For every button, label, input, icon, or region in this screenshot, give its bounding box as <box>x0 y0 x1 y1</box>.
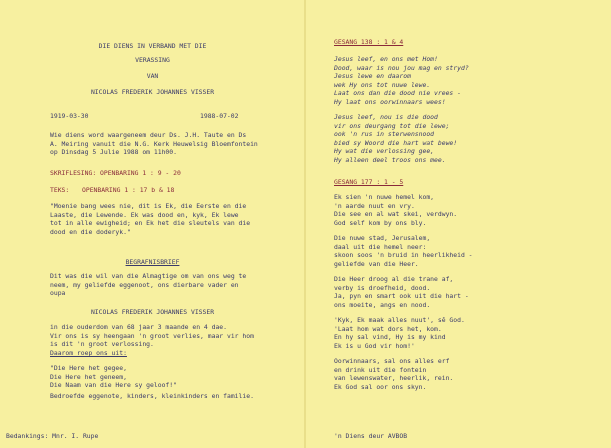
hymn-line: Die nuwe stad, Jerusalem, <box>334 234 431 242</box>
job-quote <box>50 364 177 390</box>
hymn-line: geliefde van die Heer. <box>334 259 419 268</box>
hymn-line: Hy laat ons oorwinnaars wees! <box>334 97 446 106</box>
hymn-line: Jesus leef, en ons met Hom! <box>334 55 438 63</box>
hymn-line: Oorwinnaars, sal ons alles erf <box>334 357 450 365</box>
hymn-line: Hy alleen deel troos ons mee. <box>334 155 446 164</box>
hymn-line: Dood, waar is nou jou mag en stryd? <box>334 63 469 72</box>
burial-paragraph <box>50 272 246 298</box>
burial-line: Dit was die wil van die Almagtige om van ons weg te <box>50 272 247 280</box>
hymn-line: Ja, pyn en smart ook uit die hart - <box>334 292 469 301</box>
title-line-1: DIE DIENS IN VERBAND MET DIE <box>98 42 207 50</box>
hymn-line: van lewenswater, heerlik, rein. <box>334 374 454 383</box>
title-line-2: VERASSING <box>135 56 170 64</box>
burial-line: oupa <box>50 289 66 298</box>
quote-line: Laaste, die Lewende. Ek was dood en, kyk, Ek lewe <box>50 210 239 219</box>
right-page <box>306 0 611 448</box>
hymn-line: verby is droefheid, dood. <box>334 283 431 292</box>
family-line: Bedroefde eggenote, kinders, kleinkinders en familie. <box>50 392 254 400</box>
hymn-line: Die see en al wat skei, verdwyn. <box>334 210 458 219</box>
hymn-line: En hy sal vind, Hy is my kind <box>334 333 446 342</box>
hymn-line: Ek God sal oor ons skyn. <box>334 382 427 391</box>
hymn2-verse1 <box>334 193 457 227</box>
text-reference: OPENBARING 1 : 17 b & 18 <box>82 186 175 194</box>
name-line: NICOLAS FREDERIK JOHANNES VISSER <box>90 308 215 316</box>
hymn-line: Laat ons dan die dood nie vrees - <box>334 89 461 98</box>
hymn-line: 'Laat hom wat dors het, kom. <box>334 324 442 333</box>
hymn-line: God self kom by ons bly. <box>334 218 427 227</box>
hymn-line: Ek is u God vir hom!' <box>334 341 415 350</box>
burial-line: neem, my geliefde eggenoot, ons dierbare vader en <box>50 280 239 289</box>
left-page <box>0 0 305 448</box>
intro-line: Wie diens word waargeneem deur Ds. J.H. Taute en Ds <box>50 131 247 139</box>
job-line: Die Here het geneem, <box>50 372 127 381</box>
hymn-line: Jesus leef, nou is die dood <box>334 113 438 121</box>
quote-line: "Moenie bang wees nie, dit is Ek, die Eerste en die <box>50 202 247 210</box>
hymn-line: Ek sien 'n nuwe hemel kom, <box>334 193 435 201</box>
right-footer: 'n Diens deur AVBOB <box>334 432 408 440</box>
hymn2-verse2 <box>334 234 473 268</box>
left-footer: Bedankings: Mnr. I. Rupe <box>6 432 99 440</box>
hymn-line: Hy wat die verlossing gee, <box>334 147 435 156</box>
text-quote <box>50 202 250 236</box>
hymn-line: Die Heer droog al die trane af, <box>334 275 454 283</box>
job-line: "Die Here het gegee, <box>50 364 127 372</box>
job-line: Die Naam van die Here sy geloof!" <box>50 381 177 390</box>
hymn-line: wek Hy ons tot nuwe lewe. <box>334 80 431 89</box>
deceased-name: NICOLAS FREDERIK JOHANNES VISSER <box>90 88 215 96</box>
hymn-line: en drink uit die fontein <box>334 365 427 374</box>
hymn-line: daal uit die hemel neer: <box>334 242 427 251</box>
hymn-line: 'n aarde nuut en vry. <box>334 201 415 210</box>
birth-date: 1919-03-30 <box>50 112 89 120</box>
intro-line: A. Meiring vanuit die N.G. Kerk Heuwelsig Bloemfontein <box>50 139 258 148</box>
hymn-line: bied sy Woord die hart wat bewe! <box>334 138 458 147</box>
therefore-line: Daarom roep ons uit: <box>50 349 127 357</box>
age-line: is dit 'n groot verlossing. <box>50 340 154 349</box>
age-line: Vir ons is sy heengaan 'n groot verlies, maar vir hom <box>50 331 254 340</box>
hymn1-title: GESANG 138 : 1 & 4 <box>334 38 404 46</box>
hymn2-verse3 <box>334 275 469 309</box>
burial-heading: BEGRAFNISBRIEF <box>125 258 180 266</box>
hymn-line: Jesus lewe en daarom <box>334 72 411 81</box>
scripture-reading: SKRIFLESING: OPENBARING 1 : 9 - 20 <box>50 169 181 177</box>
hymn-line: 'Kyk, Ek maak alles nuut', sê God. <box>334 316 465 324</box>
title-line-3: VAN <box>146 72 159 80</box>
hymn2-verse4 <box>334 316 465 350</box>
age-line: in die ouderdom van 68 jaar 3 maande en 4 dae. <box>50 323 227 331</box>
hymn-line: ook 'n rus in sterwensnood <box>334 130 435 139</box>
intro-line: op Dinsdag 5 Julie 1988 om 11h00. <box>50 148 177 157</box>
hymn2-verse5 <box>334 357 453 391</box>
intro-paragraph <box>50 131 258 157</box>
hymn-line: skoon soos 'n bruid in heerlikheid - <box>334 251 473 260</box>
hymn1-verse2 <box>334 113 457 165</box>
hymn-line: ons moeite, angs en nood. <box>334 300 431 309</box>
quote-line: dood en die doderyk." <box>50 227 131 236</box>
hymn1-verse1 <box>334 55 469 107</box>
hymn2-title: GESANG 177 : 1 - 5 <box>334 178 404 186</box>
text-label: TEKS: <box>50 186 70 194</box>
age-paragraph <box>50 323 254 349</box>
quote-line: tot in alle ewigheid; en Ek het die sleutels van die <box>50 219 251 228</box>
death-date: 1988-07-02 <box>200 112 239 120</box>
hymn-line: vir ons deurgang tot die lewe; <box>334 121 450 130</box>
